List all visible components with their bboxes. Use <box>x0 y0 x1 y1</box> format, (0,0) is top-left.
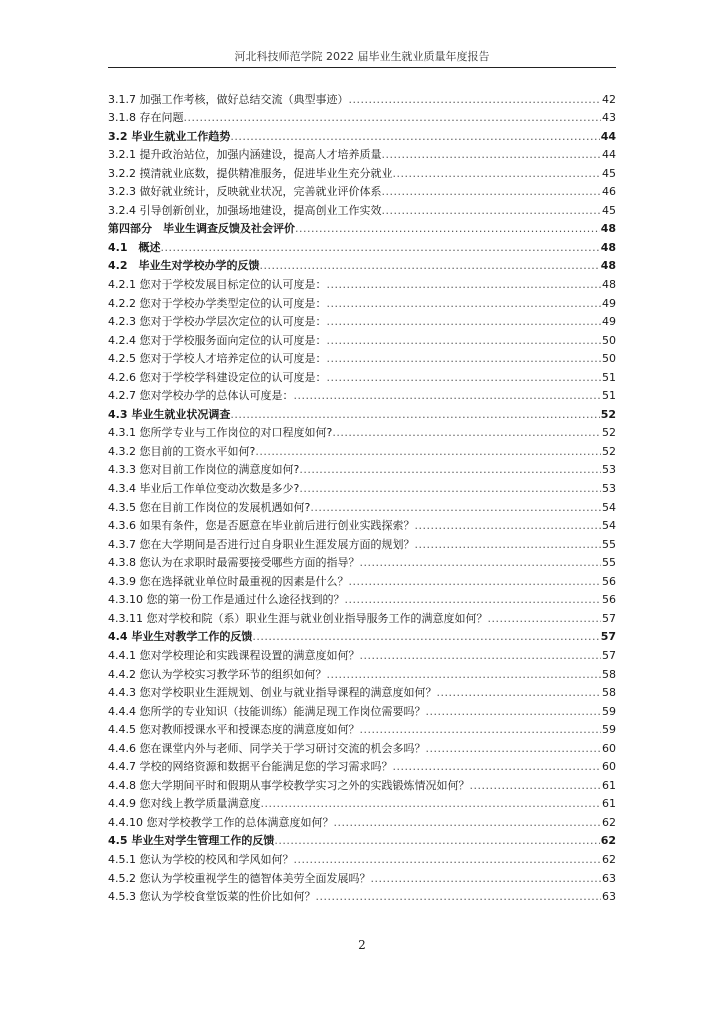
toc-page-number: 55 <box>602 537 616 551</box>
toc-section-heading[interactable] <box>108 125 616 144</box>
toc-entry-title: 4.4.9 您对线上教学质量满意度 <box>108 797 261 811</box>
toc-entry[interactable] <box>108 848 616 867</box>
dot-leader <box>230 408 599 422</box>
header-divider <box>108 67 616 68</box>
toc-entry-title: 4.3.7 您在大学期间是否进行过自身职业生涯发展方面的规划？ <box>108 537 415 551</box>
toc-entry[interactable] <box>108 88 616 107</box>
toc-page-number: 62 <box>600 834 616 848</box>
toc-page-number: 45 <box>602 203 616 217</box>
toc-entry-title: 4.2.4 您对于学校服务面向定位的认可度是： <box>108 333 327 347</box>
dot-leader <box>260 259 600 273</box>
toc-entry-title: 3.2.2 摸清就业底数，提供精准服务，促进毕业生充分就业 <box>108 166 393 180</box>
toc-entry-title: 4.5 毕业生对学生管理工作的反馈 <box>108 834 275 848</box>
toc-section-heading[interactable] <box>108 218 616 237</box>
toc-page-number: 53 <box>602 482 616 496</box>
toc-entry-title: 4.3.3 您对目前工作岗位的满意度如何? <box>108 463 300 477</box>
toc-page-number: 49 <box>602 315 616 329</box>
dot-leader <box>381 148 601 162</box>
toc-section-heading[interactable] <box>108 236 616 255</box>
dot-leader <box>359 556 601 570</box>
toc-page-number: 56 <box>602 593 616 607</box>
dot-leader <box>261 797 602 811</box>
toc-section-heading[interactable] <box>108 626 616 645</box>
toc-entry-title: 3.1.8 存在问题 <box>108 111 184 125</box>
toc-entry[interactable] <box>108 199 616 218</box>
toc-entry[interactable] <box>108 663 616 682</box>
dot-leader <box>310 501 601 515</box>
toc-entry[interactable] <box>108 886 616 905</box>
toc-page-number: 54 <box>602 500 616 514</box>
dot-leader <box>425 705 601 719</box>
dot-leader <box>469 779 601 793</box>
toc-entry-title: 4.5.1 您认为学校的校风和学风如何？ <box>108 852 294 866</box>
toc-page-number: 53 <box>602 463 616 477</box>
toc-entry-title: 4.3.2 您目前的工资水平如何? <box>108 444 256 458</box>
toc-page-number: 50 <box>602 352 616 366</box>
dot-leader <box>315 890 601 904</box>
toc-entry-title: 4.3 毕业生就业状况调查 <box>108 407 231 421</box>
toc-page-number: 59 <box>602 723 616 737</box>
toc-entry-title: 4.3.10 您的第一份工作是通过什么途径找到的？ <box>108 593 345 607</box>
dot-leader <box>381 204 601 218</box>
toc-entry[interactable] <box>108 737 616 756</box>
toc-entry[interactable] <box>108 589 616 608</box>
dot-leader <box>370 872 601 886</box>
dot-leader <box>348 575 601 589</box>
toc-entry[interactable] <box>108 682 616 701</box>
toc-entry[interactable] <box>108 107 616 126</box>
toc-page-number: 57 <box>602 611 616 625</box>
toc-page-number: 42 <box>602 92 616 106</box>
dot-leader <box>184 111 602 125</box>
dot-leader <box>487 612 601 626</box>
toc-entry-title: 4.2 毕业生对学校办学的反馈 <box>108 259 260 273</box>
table-of-contents <box>108 88 616 904</box>
toc-section-heading[interactable] <box>108 255 616 274</box>
toc-page-number: 57 <box>602 648 616 662</box>
toc-entry-title: 4.4.4 您所学的专业知识（技能训练）能满足现工作岗位需要吗？ <box>108 704 426 718</box>
toc-page-number: 61 <box>602 778 616 792</box>
toc-page-number: 51 <box>602 370 616 384</box>
dot-leader <box>295 222 600 236</box>
dot-leader <box>348 93 601 107</box>
toc-entry-title: 4.5.2 您认为学校重视学生的德智体美劳全面发展吗？ <box>108 871 371 885</box>
dot-leader <box>293 853 601 867</box>
toc-entry[interactable] <box>108 348 616 367</box>
running-header: 河北科技师范学院 2022 届毕业生就业质量年度报告 <box>234 50 490 63</box>
toc-entry[interactable] <box>108 273 616 292</box>
toc-entry-title: 3.1.7 加强工作考核，做好总结交流（典型事迹） <box>108 92 349 106</box>
toc-entry[interactable] <box>108 533 616 552</box>
toc-entry[interactable] <box>108 515 616 534</box>
toc-page-number: 44 <box>602 148 616 162</box>
toc-entry[interactable] <box>108 644 616 663</box>
toc-entry[interactable] <box>108 774 616 793</box>
toc-page-number: 52 <box>602 444 616 458</box>
toc-page-number: 54 <box>602 519 616 533</box>
toc-page-number: 49 <box>602 296 616 310</box>
toc-entry-title: 4.1 概述 <box>108 240 161 254</box>
toc-page-number: 46 <box>602 185 616 199</box>
toc-entry[interactable] <box>108 719 616 738</box>
toc-entry[interactable] <box>108 440 616 459</box>
toc-page-number: 60 <box>602 741 616 755</box>
page-number: 2 <box>358 938 366 952</box>
dot-leader <box>326 371 601 385</box>
toc-entry-title: 4.2.7 您对学校办学的总体认可度是： <box>108 389 294 403</box>
dot-leader <box>326 668 601 682</box>
toc-entry-title: 4.2.5 您对于学校人才培养定位的认可度是： <box>108 352 327 366</box>
dot-leader <box>392 167 601 181</box>
toc-entry[interactable] <box>108 181 616 200</box>
toc-entry[interactable] <box>108 329 616 348</box>
toc-entry[interactable] <box>108 496 616 515</box>
toc-entry-title: 3.2.1 提升政治站位，加强内涵建设，提高人才培养质量 <box>108 148 382 162</box>
dot-leader <box>326 297 601 311</box>
toc-entry[interactable] <box>108 477 616 496</box>
toc-page-number: 48 <box>600 259 616 273</box>
toc-entry-title: 4.3.6 如果有条件，您是否愿意在毕业前后进行创业实践探索？ <box>108 519 415 533</box>
toc-entry-title: 4.4.1 您对学校理论和实践课程设置的满意度如何？ <box>108 648 360 662</box>
toc-entry[interactable] <box>108 366 616 385</box>
toc-entry-title: 3.2.4 引导创新创业，加强场地建设，提高创业工作实效 <box>108 203 382 217</box>
toc-page-number: 63 <box>602 871 616 885</box>
toc-entry[interactable] <box>108 756 616 775</box>
toc-page-number: 51 <box>602 389 616 403</box>
dot-leader <box>299 463 601 477</box>
toc-page-number: 44 <box>600 129 616 143</box>
toc-section-heading[interactable] <box>108 403 616 422</box>
dot-leader <box>359 649 601 663</box>
toc-entry-title: 3.2.3 做好就业统计，反映就业状况，完善就业评价体系 <box>108 185 382 199</box>
toc-page-number: 60 <box>602 760 616 774</box>
dot-leader <box>293 389 601 403</box>
dot-leader <box>333 816 601 830</box>
toc-entry-title: 4.3.8 您认为在求职时最需要接受哪些方面的指导？ <box>108 556 360 570</box>
toc-entry-title: 4.5.3 您认为学校食堂饭菜的性价比如何？ <box>108 890 316 904</box>
toc-page-number: 55 <box>602 556 616 570</box>
toc-page-number: 58 <box>602 667 616 681</box>
dot-leader <box>332 426 601 440</box>
toc-entry-title: 3.2 毕业生就业工作趋势 <box>108 129 231 143</box>
dot-leader <box>252 630 599 644</box>
toc-page-number: 58 <box>602 686 616 700</box>
dot-leader <box>326 315 601 329</box>
toc-entry-title: 4.4.10 您对学校教学工作的总体满意度如何？ <box>108 815 334 829</box>
dot-leader <box>425 742 601 756</box>
toc-entry[interactable] <box>108 570 616 589</box>
toc-entry[interactable] <box>108 867 616 886</box>
toc-entry-title: 4.2.6 您对于学校学科建设定位的认可度是： <box>108 370 327 384</box>
toc-page-number: 62 <box>602 852 616 866</box>
toc-entry[interactable] <box>108 144 616 163</box>
toc-entry-title: 4.2.1 您对于学校发展目标定位的认可度是： <box>108 278 327 292</box>
toc-page-number: 48 <box>600 222 616 236</box>
dot-leader <box>255 445 601 459</box>
dot-leader <box>161 241 600 255</box>
toc-entry-title: 4.3.9 您在选择就业单位时最重视的因素是什么？ <box>108 574 349 588</box>
toc-page-number: 52 <box>600 407 616 421</box>
toc-page-number: 56 <box>602 574 616 588</box>
dot-leader <box>381 185 601 199</box>
toc-entry[interactable] <box>108 311 616 330</box>
dot-leader <box>299 482 601 496</box>
toc-page-number: 48 <box>600 240 616 254</box>
toc-entry[interactable] <box>108 811 616 830</box>
toc-entry-title: 4.4.2 您认为学校实习教学环节的组织如何？ <box>108 667 327 681</box>
toc-page-number: 45 <box>602 166 616 180</box>
toc-entry-title: 4.4.8 您大学期间平时和假期从事学校教学实习之外的实践锻炼情况如何？ <box>108 778 470 792</box>
dot-leader <box>326 352 601 366</box>
dot-leader <box>326 278 601 292</box>
toc-entry-title: 4.4.6 您在课堂内外与老师、同学关于学习研讨交流的机会多吗？ <box>108 741 426 755</box>
toc-entry[interactable] <box>108 607 616 626</box>
toc-page-number: 52 <box>602 426 616 440</box>
toc-entry[interactable] <box>108 459 616 478</box>
toc-entry[interactable] <box>108 422 616 441</box>
toc-page-number: 50 <box>602 333 616 347</box>
dot-leader <box>436 686 601 700</box>
toc-page-number: 61 <box>602 797 616 811</box>
toc-entry[interactable] <box>108 292 616 311</box>
toc-entry-title: 4.3.1 您所学专业与工作岗位的对口程度如何? <box>108 426 333 440</box>
toc-entry[interactable] <box>108 552 616 571</box>
dot-leader <box>414 519 601 533</box>
toc-entry[interactable] <box>108 385 616 404</box>
toc-page-number: 43 <box>602 111 616 125</box>
dot-leader <box>344 593 601 607</box>
dot-leader <box>414 538 601 552</box>
toc-entry[interactable] <box>108 700 616 719</box>
toc-page-number: 48 <box>602 278 616 292</box>
toc-entry-title: 4.4.7 学校的网络资源和数据平台能满足您的学习需求吗？ <box>108 760 393 774</box>
toc-entry-title: 第四部分 毕业生调查反馈及社会评价 <box>108 222 295 236</box>
dot-leader <box>274 834 599 848</box>
toc-section-heading[interactable] <box>108 830 616 849</box>
toc-entry-title: 4.4.3 您对学校职业生涯规划、创业与就业指导课程的满意度如何？ <box>108 686 437 700</box>
dot-leader <box>326 334 601 348</box>
toc-entry-title: 4.3.5 您在目前工作岗位的发展机遇如何? <box>108 500 311 514</box>
dot-leader <box>230 130 599 144</box>
toc-entry-title: 4.3.4 毕业后工作单位变动次数是多少? <box>108 482 300 496</box>
toc-entry[interactable] <box>108 793 616 812</box>
dot-leader <box>392 760 601 774</box>
toc-page-number: 63 <box>602 890 616 904</box>
toc-entry-title: 4.2.2 您对于学校办学类型定位的认可度是： <box>108 296 327 310</box>
dot-leader <box>359 723 601 737</box>
toc-page-number: 57 <box>600 630 616 644</box>
toc-entry[interactable] <box>108 162 616 181</box>
toc-entry-title: 4.4 毕业生对教学工作的反馈 <box>108 630 253 644</box>
toc-entry-title: 4.3.11 您对学校和院（系）职业生涯与就业创业指导服务工作的满意度如何？ <box>108 611 488 625</box>
toc-page-number: 59 <box>602 704 616 718</box>
toc-entry-title: 4.4.5 您对教师授课水平和授课态度的满意度如何？ <box>108 723 360 737</box>
toc-page-number: 62 <box>602 815 616 829</box>
toc-entry-title: 4.2.3 您对于学校办学层次定位的认可度是： <box>108 315 327 329</box>
